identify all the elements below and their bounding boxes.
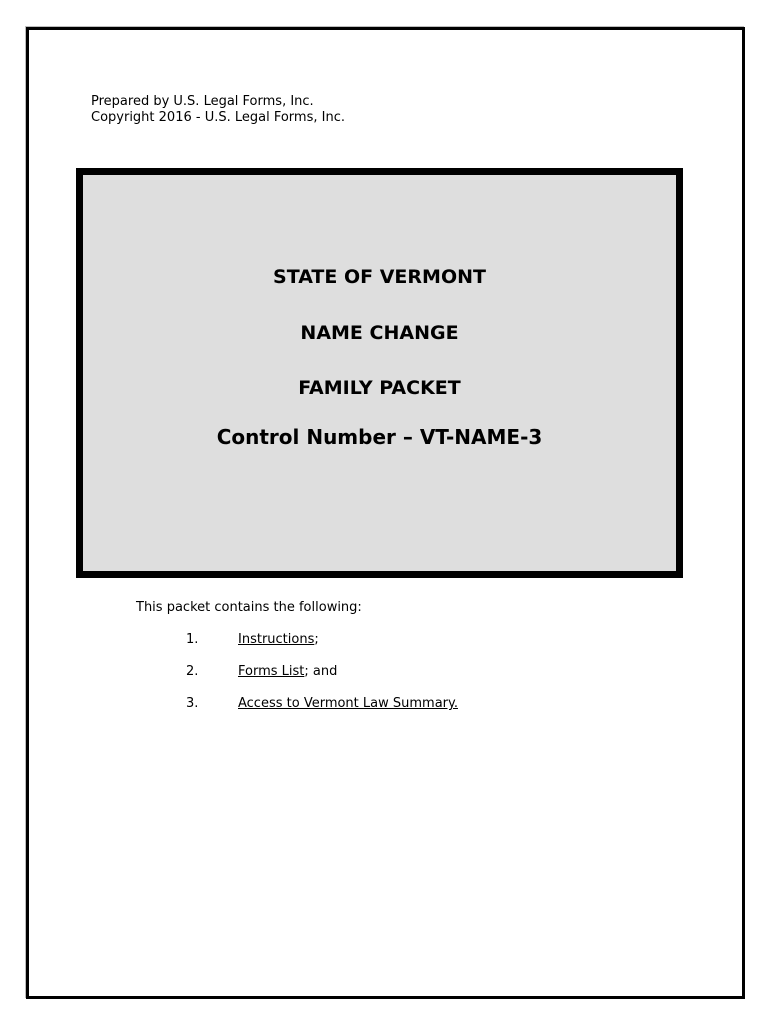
state-title: STATE OF VERMONT — [273, 266, 486, 288]
instructions-link[interactable]: Instructions — [238, 632, 315, 647]
packet-contents-intro: This packet contains the following: — [136, 600, 362, 615]
control-number-title: Control Number – VT-NAME-3 — [216, 425, 543, 449]
list-item-suffix: ; — [314, 632, 319, 647]
list-item-suffix: ; and — [304, 664, 338, 679]
forms-list-link[interactable]: Forms List — [238, 664, 305, 679]
list-item-number: 3. — [186, 696, 199, 711]
list-item-number: 1. — [186, 632, 199, 647]
list-item-text — [238, 632, 319, 647]
prepared-by-text: Prepared by U.S. Legal Forms, Inc. — [91, 94, 314, 109]
list-item-number: 2. — [186, 664, 199, 679]
list-item-text — [238, 664, 337, 679]
packet-type-title: FAMILY PACKET — [298, 377, 461, 399]
law-summary-link[interactable]: Access to Vermont Law Summary. — [238, 696, 458, 711]
document-header — [91, 94, 345, 126]
form-type-title: NAME CHANGE — [300, 322, 459, 344]
copyright-text: Copyright 2016 - U.S. Legal Forms, Inc. — [91, 110, 345, 125]
list-item-text — [238, 696, 458, 711]
title-box — [76, 168, 683, 578]
